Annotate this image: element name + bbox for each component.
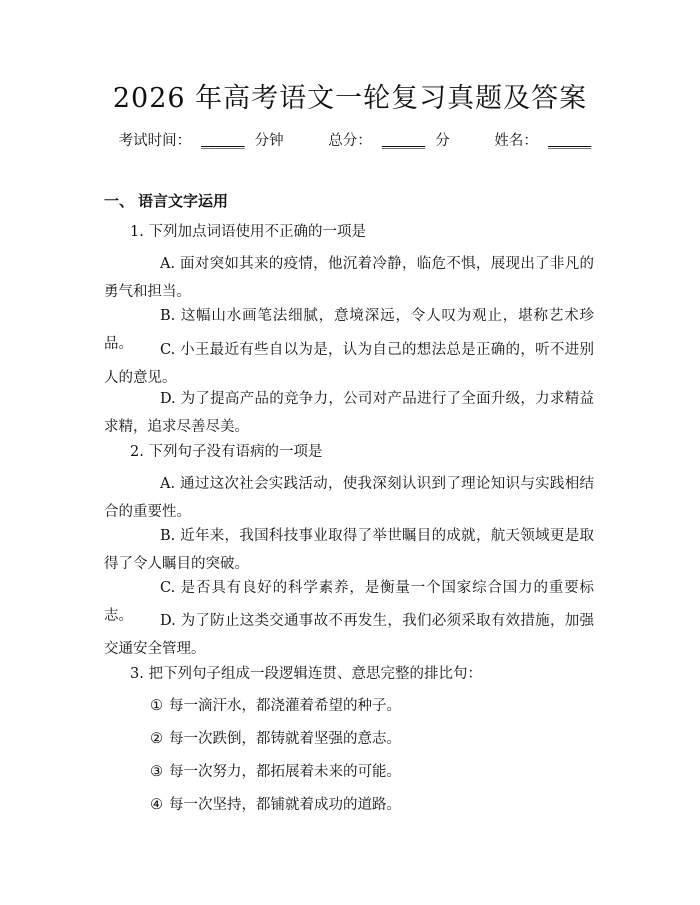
- exam-time-unit: 分钟: [254, 133, 284, 149]
- student-name-field: [484, 133, 591, 149]
- item-number: ①: [150, 698, 163, 714]
- question-2-stem: 2. 下列句子没有语病的一项是: [130, 444, 323, 460]
- student-name-blank: ______: [547, 133, 592, 149]
- section-heading: [104, 191, 228, 211]
- item-text: 每一次努力，都拓展着未来的可能。: [169, 764, 401, 780]
- total-score-unit: 分: [435, 133, 450, 149]
- question-3-item-1: [150, 692, 401, 720]
- question-3-item-4: [150, 791, 401, 819]
- item-text: 每一滴汗水，都浇灌着希望的种子。: [169, 698, 401, 714]
- question-3-item-3: [150, 758, 401, 786]
- item-text: 每一次跌倒，都铸就着坚强的意志。: [169, 731, 401, 747]
- section-number: 一、: [104, 192, 135, 210]
- question-2-option-a: A. 通过这次社会实践活动，使我深刻认识到了理论知识与实践相结合的重要性。: [104, 476, 594, 520]
- question-1-option-d: D. 为了提高产品的竞争力，公司对产品进行了全面升级，力求精益求精，追求尽善尽美。: [104, 391, 594, 435]
- exam-time-label: 考试时间：: [118, 133, 192, 149]
- question-1-option-a: A. 面对突如其来的疫情，他沉着冷静，临危不惧，展现出了非凡的勇气和担当。: [104, 256, 594, 300]
- section-title: 语言文字运用: [138, 192, 229, 210]
- student-name-label: 姓名：: [494, 133, 538, 149]
- question-2-option-b: B. 近年来，我国科技事业取得了举世瞩目的成就，航天领域更是取得了令人瞩目的突破。: [104, 528, 594, 572]
- total-score-field: [318, 133, 460, 149]
- question-1-option-c: C. 小王最近有些自以为是，认为自己的想法总是正确的，听不进别人的意见。: [104, 342, 594, 386]
- question-3-item-2: [150, 725, 401, 753]
- page-title: 2026 年高考语文一轮复习真题及答案: [112, 83, 588, 114]
- item-number: ④: [150, 797, 163, 813]
- item-text: 每一次坚持，都铺就着成功的道路。: [169, 797, 401, 813]
- total-score-label: 总分：: [328, 133, 372, 149]
- total-score-blank: ______: [381, 133, 426, 149]
- exam-time-blank: ______: [201, 133, 245, 149]
- item-number: ③: [150, 764, 163, 780]
- question-3-stem: 3. 把下列句子组成一段逻辑连贯、意思完整的排比句：: [130, 666, 482, 682]
- question-1-option-b: B. 这幅山水画笔法细腻，意境深远，令人叹为观止，堪称艺术珍品。: [104, 308, 594, 352]
- question-2-option-d: D. 为了防止这类交通事故不再发生，我们必须采取有效措施，加强交通安全管理。: [104, 613, 594, 657]
- question-1-stem: 1. 下列加点词语使用不正确的一项是: [130, 224, 366, 240]
- exam-time-field: [109, 133, 294, 149]
- item-number: ②: [150, 731, 163, 747]
- question-2-option-c: C. 是否具有良好的科学素养，是衡量一个国家综合国力的重要标志。: [104, 580, 594, 624]
- exam-info-line: [0, 131, 700, 151]
